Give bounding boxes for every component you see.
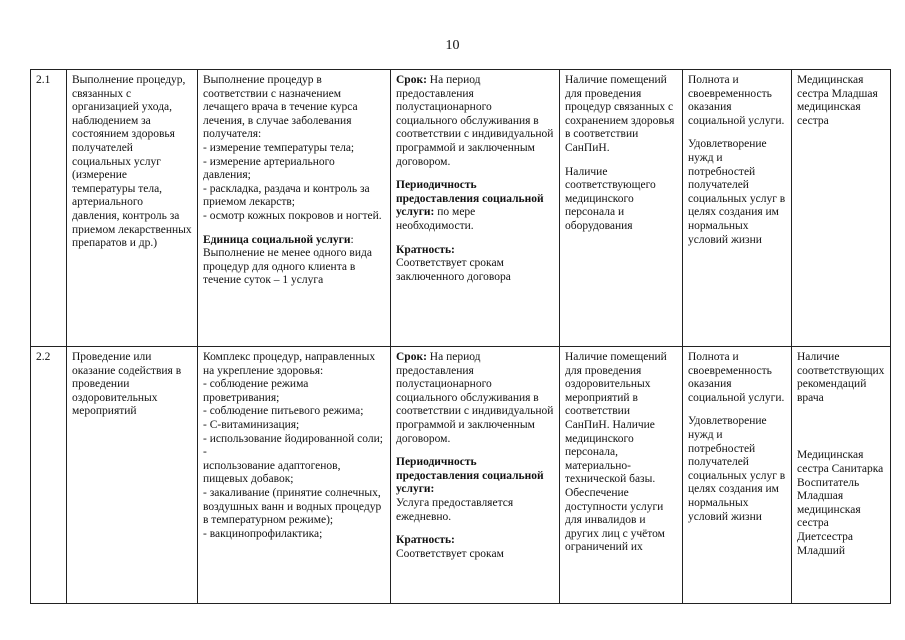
- staff-text: Медицинская сестра Санитарка Воспитатель Младшая медицинская сестра Диетсестра Младший: [797, 449, 884, 557]
- evaluation-text: Полнота и своевременность оказания социальной услуги.: [688, 74, 785, 127]
- service-staff: [792, 347, 891, 604]
- description-item: - использование йодированной соли; -: [203, 432, 383, 459]
- service-unit-text: : Выполнение не менее одного вида процедур для одного клиента в течение суток – 1 услуга: [203, 233, 372, 287]
- staff-text: Наличие соответствующих рекомендаций врача: [797, 351, 885, 404]
- service-evaluation: [683, 70, 792, 347]
- description-intro: Выполнение процедур в соответствии с назначением лечащего врача в течение курса лечения, в случае заболевания получателя:: [203, 74, 358, 141]
- description-item: - соблюдение режима проветривания;: [203, 378, 309, 404]
- service-unit: [203, 234, 385, 288]
- multiplicity-label: Кратность:: [396, 243, 455, 256]
- service-name: Выполнение процедур, связанных с организацией ухода, наблюдением за состоянием здоровья получателей социальных услуг (измерение температуры тела, артериального давления, контроль за приемом лекарственных препаратов и др.): [67, 70, 198, 347]
- description-item: - вакцинопрофилактика;: [203, 527, 323, 540]
- services-table: [30, 69, 891, 604]
- description-item: - измерение артериального давления;: [203, 155, 335, 182]
- evaluation-text: Полнота и своевременность оказания социальной услуги.: [688, 351, 785, 404]
- description-item: - раскладка, раздача и контроль за приемом лекарств;: [203, 182, 370, 209]
- service-description: [198, 70, 391, 347]
- condition-text: Наличие помещений для проведения оздоровительных мероприятий в соответствии СанПиН. Наличие медицинского персонала, материально-технической базы. Обеспечение доступности услуги для инвалидов и других лиц с учётом ограничений их: [565, 351, 667, 554]
- period-label: Периодичность предоставления социальной услуги:: [396, 456, 544, 496]
- service-staff: [792, 70, 891, 347]
- description-item: - осмотр кожных покровов и ногтей.: [203, 209, 382, 222]
- evaluation-text: Удовлетворение нужд и потребностей получателей социальных услуг в целях создания им нормальных условий жизни: [688, 415, 786, 523]
- row-number: 2.1: [31, 70, 67, 347]
- term-block: [396, 74, 554, 169]
- multiplicity-text: Соответствует срокам: [396, 547, 504, 560]
- period-block: [396, 456, 554, 524]
- evaluation-text: Удовлетворение нужд и потребностей получателей социальных услуг в целях создания им нормальных условий жизни: [688, 138, 786, 246]
- term-text: На период предоставления полустационарного социального обслуживания в соответствии с индивидуальной программой и заключенным договором.: [396, 351, 554, 445]
- term-label: Срок:: [396, 351, 427, 363]
- service-name: Проведение или оказание содействия в проведении оздоровительных мероприятий: [67, 347, 198, 604]
- service-conditions: [560, 347, 683, 604]
- page-number: 10: [445, 38, 460, 53]
- description-item: - измерение температуры тела;: [203, 141, 355, 154]
- term-block: [396, 351, 554, 446]
- condition-text: Наличие соответствующего медицинского персонала и оборудования: [565, 165, 656, 232]
- service-term: [391, 70, 560, 347]
- period-label: Периодичность предоставления социальной услуги:: [396, 179, 544, 219]
- description-item: - закаливание (принятие солнечных, воздушных ванн и водных процедур в температурном режиме);: [203, 486, 382, 527]
- service-evaluation: [683, 347, 792, 604]
- service-unit-label: Единица социальной услуги: [203, 233, 351, 246]
- period-block: [396, 179, 554, 233]
- table-row: [31, 70, 891, 347]
- multiplicity-block: [396, 534, 554, 561]
- term-text: На период предоставления полустационарного социального обслуживания в соответствии с индивидуальной программой и заключенным договором.: [396, 74, 554, 168]
- row-number: 2.2: [31, 347, 67, 604]
- period-text: по мере необходимости.: [396, 206, 476, 232]
- multiplicity-label: Кратность:: [396, 534, 455, 547]
- multiplicity-block: [396, 244, 554, 285]
- term-label: Срок:: [396, 74, 427, 86]
- multiplicity-text: Соответствует срокам заключенного договора: [396, 257, 511, 283]
- service-term: [391, 347, 560, 604]
- period-text: Услуга предоставляется ежедневно.: [396, 496, 514, 523]
- service-description: [198, 347, 391, 604]
- description-item: - С-витаминизация;: [203, 418, 300, 431]
- table-row: [31, 347, 891, 604]
- staff-text: Медицинская сестра Младшая медицинская сестра: [797, 74, 878, 127]
- condition-text: Наличие помещений для проведения процедур связанных с сохранением здоровья в соответствии СанПиН.: [565, 74, 675, 154]
- description-intro: Комплекс процедур, направленных на укрепление здоровья:: [203, 351, 376, 377]
- description-item: использование адаптогенов, пищевых добавок;: [203, 459, 341, 486]
- description-item: - соблюдение питьевого режима;: [203, 405, 364, 418]
- service-conditions: [560, 70, 683, 347]
